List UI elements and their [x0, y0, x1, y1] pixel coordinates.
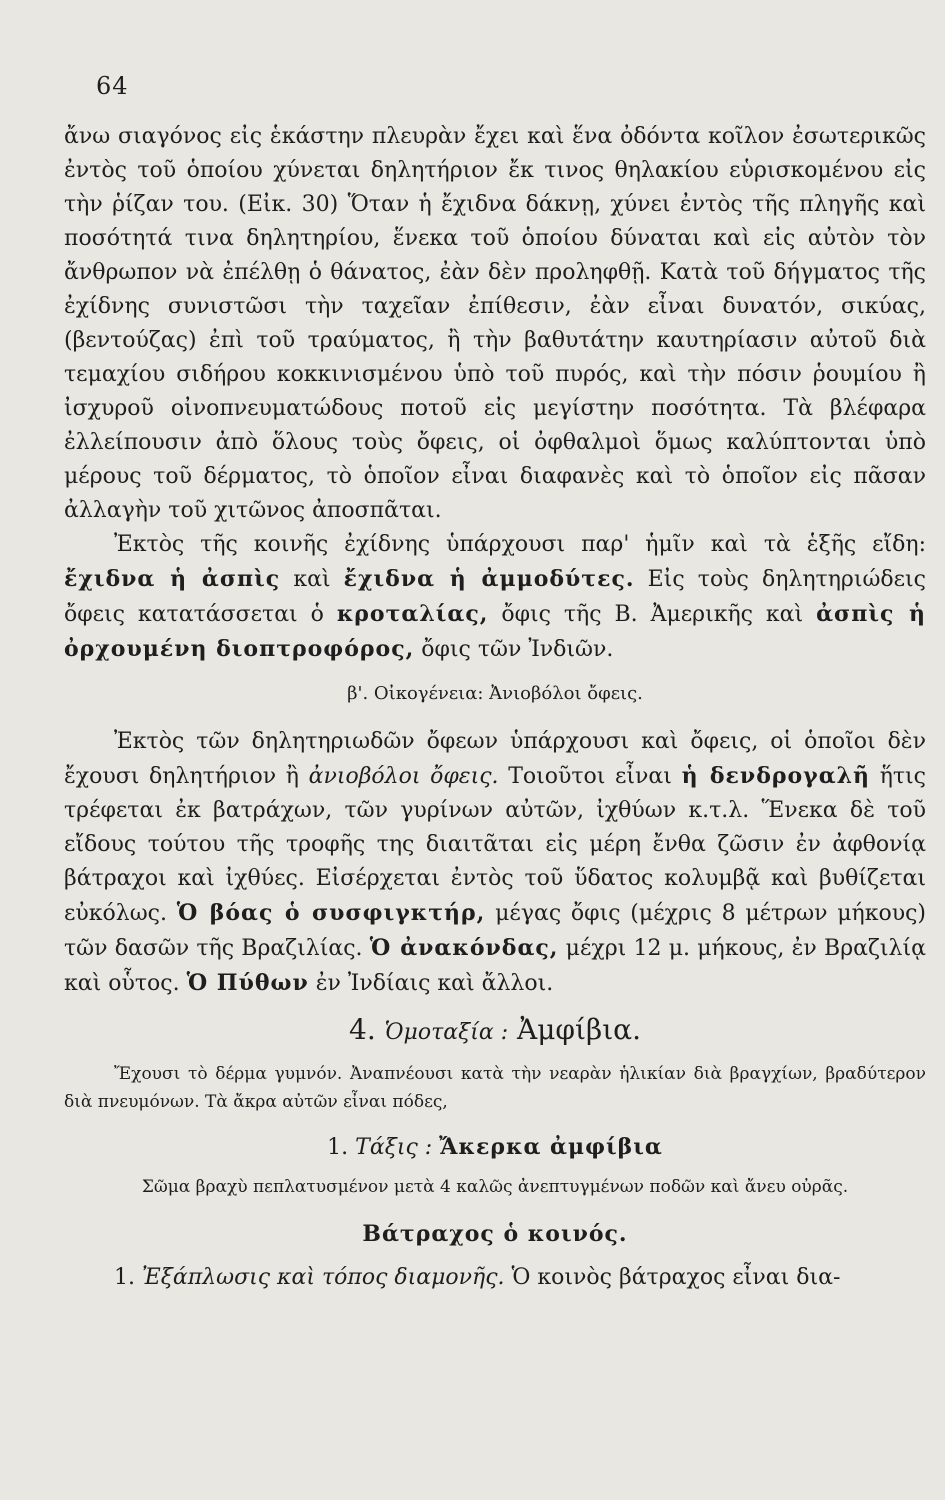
order-intro: Σῶμα βραχὺ πεπλατυσμένον μετὰ 4 καλῶς ἀνεπτυγμένων ποδῶν καὶ ἄνευ οὐρᾶς.	[141, 1177, 849, 1197]
term-ammodytes: ἔχιδνα ἡ ἀμμοδύτες.	[343, 566, 635, 592]
term-anakondas: Ὁ ἀνακόνδας,	[369, 935, 559, 961]
section-intro: Ἔχουσι τὸ δέρμα γυμνόν. Ἀναπνέουσι κατὰ τὴν νεαρὰν ἡλικίαν διὰ βραγχίων, βραδύτερον διὰ πνευμόνων. Τὰ ἄκρα αὐτῶν εἶναι πόδες,	[64, 1064, 926, 1112]
term-dendrogali: ἡ δενδρογαλῆ	[681, 763, 871, 789]
paragraph-nonvenomous: Ἐκτὸς τῶν δηλητηριωδῶν ὄφεων ὑπάρχουσι καὶ ὄφεις, οἱ ὁποῖοι δὲν ἔχουσι δηλητήριον ἢ ἀνιοβόλοι ὄφεις. Τοιοῦτοι εἶναι ἡ δενδρογαλῆ ἥτις τρέφεται ἐκ βατράχων, τῶν γυρίνων αὐτῶν, ἰχθύων κ.τ.λ. Ἕνεκα δὲ τοῦ εἴδους τούτου τῆς τροφῆς της διαιτᾶται εἰς μέρη ἔνθα ζῶσιν ἐν ἀφθονίᾳ βάτραχοι καὶ ἰχθύες. Εἰσέρχεται ἐντὸς τοῦ ὕδατος κολυμβᾷ καὶ βυθίζεται εὐκόλως. Ὁ βόας ὁ συσφιγκτήρ, μέγας ὄφις (μέχρις 8 μέτρων μήκους) τῶν δασῶν τῆς Βραζιλίας. Ὁ ἀνακόνδας, μέχρι 12 μ. μήκους, ἐν Βραζιλίᾳ καὶ οὗτος. Ὁ Πύθων ἐν Ἰνδίαις καὶ ἄλλοι.	[64, 729, 927, 996]
paragraph-viper-species: Ἐκτὸς τῆς κοινῆς ἐχίδνης ὑπάρχουσι παρ' ἡμῖν καὶ τὰ ἑξῆς εἴδη: ἔχιδνα ἡ ἀσπὶς καὶ ἔχιδνα ἡ ἀμμοδύτες. Εἰς τοὺς δηλητηριώδεις ὄφεις κατατάσσεται ὁ κροταλίας, ὄφις τῆς Β. Ἀμερικῆς καὶ ἀσπὶς ἡ ὀρχουμένη διοπτροφόρος, ὄφις τῶν Ἰνδιῶν.	[64, 532, 926, 662]
term-orchoumeni: ἀσπὶς ἡ ὀρχουμένη διοπτροφόρος,	[64, 601, 926, 662]
term-aspis: ἔχιδνα ἡ ἀσπὶς	[64, 566, 281, 592]
term-krotalias: κροταλίας,	[336, 601, 489, 627]
species-heading: Βάτραχος ὁ κοινός.	[362, 1221, 628, 1247]
section-heading: 4. Ὁμοταξία : Ἀμφίβια.	[349, 1013, 641, 1046]
body-text	[64, 120, 926, 1295]
family-subheading: β'. Οἰκογένεια: Ἀνιοβόλοι ὄφεις.	[347, 683, 643, 704]
term-python: Ὁ Πύθων	[186, 970, 309, 996]
term-boas: Ὁ βόας ὁ συσφιγκτήρ,	[176, 900, 486, 926]
paragraph-snake-venom: ἄνω σιαγόνος εἰς ἑκάστην πλευρὰν ἔχει καὶ ἕνα ὀδόντα κοῖλον ἐσωτερικῶς ἐντὸς τοῦ ὁποίου χύνεται δηλητήριον ἔκ τινος θηλακίου εὑρισκομένου εἰς τὴν ῥίζαν του. (Εἰκ. 30) Ὅταν ἡ ἔχιδνα δάκνῃ, χύνει ἐντὸς τῆς πληγῆς καὶ ποσότητά τινα δηλητηρίου, ἕνεκα τοῦ ὁποίου δύναται καὶ εἰς αὐτὸν τὸν ἄνθρωπον νὰ ἐπέλθῃ ὁ θάνατος, ἐὰν δὲν προληφθῇ. Κατὰ τοῦ δήγματος τῆς ἐχίδνης συνιστῶσι τὴν ταχεῖαν ἐπίθεσιν, ἐὰν εἶναι δυνατόν, σικύας, (βεντούζας) ἐπὶ τοῦ τραύματος, ἢ τὴν βαθυτάτην καυτηρίασιν αὐτοῦ διὰ τεμαχίου σιδήρου κοκκινισμένου ὑπὸ τοῦ πυρός, καὶ τὴν πόσιν ῥουμίου ἢ ἰσχυροῦ οἰνοπνευματώδους ποτοῦ εἰς μεγίστην ποσότητα. Τὰ βλέφαρα ἐλλείπουσιν ἀπὸ ὅλους τοὺς ὄφεις, οἱ ὀφθαλμοὶ ὅμως καλύπτονται ὑπὸ μέρους τοῦ δέρματος, τὸ ὁποῖον εἶναι διαφανὲς καὶ τὸ ὁποῖον εἰς πᾶσαν ἀλλαγὴν τοῦ χιτῶνος ἀποσπᾶται.	[64, 124, 926, 523]
final-line: 1. Ἐξάπλωσις καὶ τόπος διαμονῆς. Ὁ κοινὸς βάτραχος εἶναι δια-	[114, 1265, 841, 1290]
page-number: 64	[96, 72, 129, 100]
order-heading: 1. Τάξις : Ἄκερκα ἀμφίβια	[327, 1134, 663, 1160]
